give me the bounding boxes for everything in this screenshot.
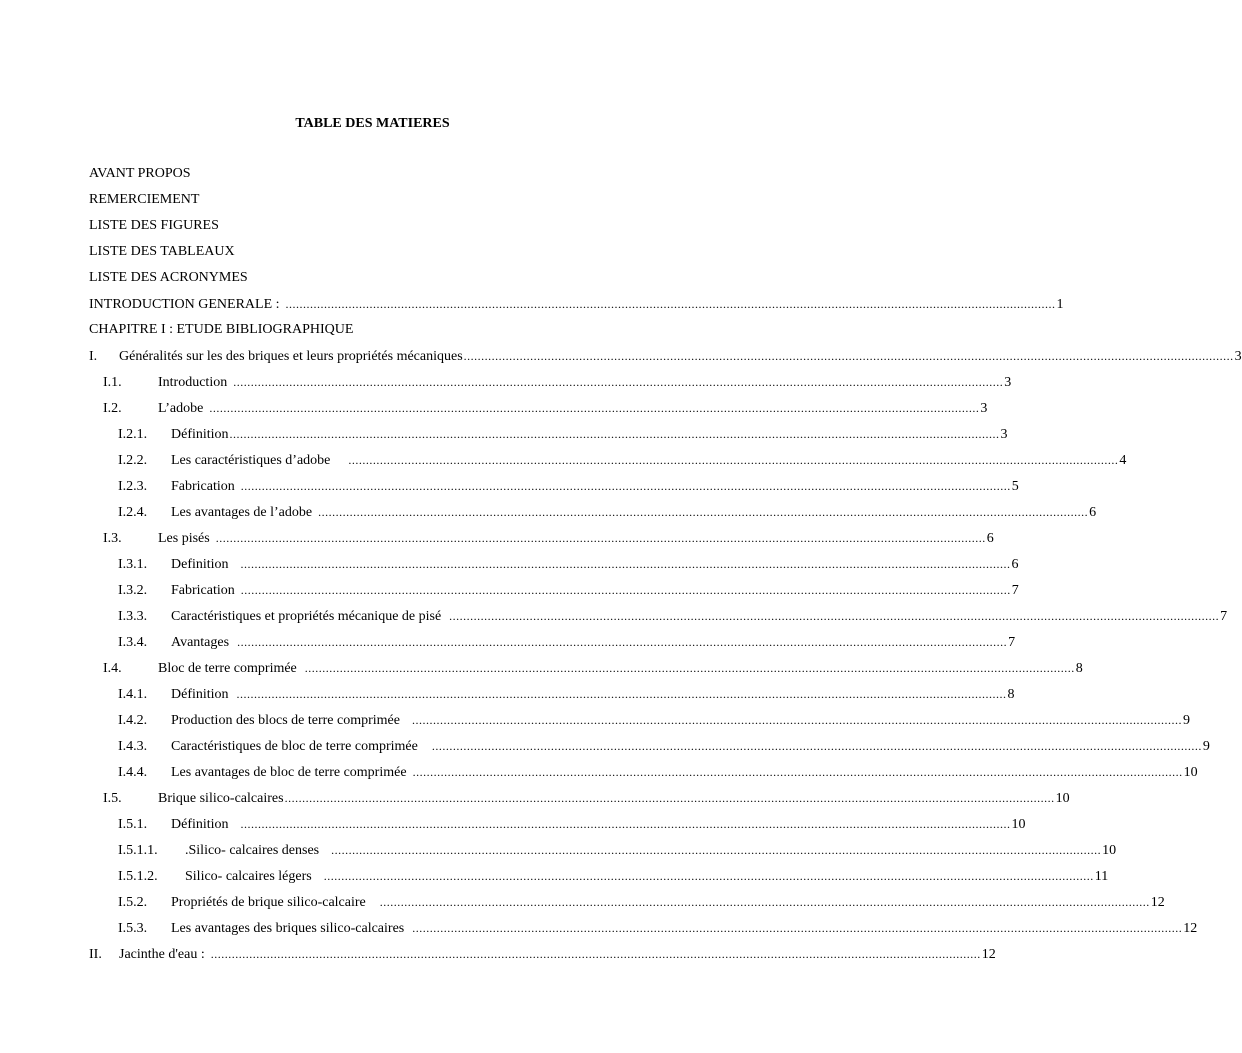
toc-entry-text: Production des blocs de terre comprimée <box>171 713 400 728</box>
toc-page-number: 10 <box>1183 765 1198 780</box>
dot-leader: ............................................................................................................................................................................................................................ <box>240 817 1011 831</box>
toc-entry <box>89 684 1015 710</box>
toc-entry-text: Généralités sur les des briques et leurs propriétés mécaniques <box>119 349 463 364</box>
toc-page-number: 10 <box>1011 817 1026 832</box>
toc-entry <box>89 476 1019 502</box>
toc-entry <box>89 580 1019 606</box>
toc-entry-text: AVANT PROPOS <box>89 166 191 181</box>
toc-page-number: 6 <box>1089 505 1097 520</box>
dot-leader: ............................................................................................................................................................................................................................ <box>284 791 1055 805</box>
dot-leader: ............................................................................................................................................................................................................................ <box>240 479 1011 493</box>
toc-entry <box>89 190 655 216</box>
toc-page-number: 6 <box>986 531 994 546</box>
dot-leader: ............................................................................................................................................................................................................................ <box>449 609 1220 623</box>
toc-entry-text: Fabrication <box>171 479 235 494</box>
toc-page-number: 7 <box>1008 635 1016 650</box>
toc-entry <box>89 346 1242 372</box>
toc-page-number: 11 <box>1094 869 1109 884</box>
toc-entry-text: Jacinthe d'eau : <box>119 947 205 962</box>
toc-page-number: 4 <box>1119 453 1127 468</box>
toc-entry <box>89 866 1109 892</box>
toc-entry <box>89 164 655 190</box>
toc-entry <box>89 814 1026 840</box>
toc-entry <box>89 528 994 554</box>
toc-entry-number: II. <box>89 947 102 962</box>
toc-entry-text: Définition <box>171 687 229 702</box>
toc-page-number: 7 <box>1011 583 1019 598</box>
dot-leader: ............................................................................................................................................................................................................................ <box>236 687 1007 701</box>
toc-entry-number: I.4.1. <box>118 687 148 702</box>
dot-leader: ............................................................................................................................................................................................................................ <box>431 739 1202 753</box>
toc-entry-text: Les pisés <box>158 531 210 546</box>
toc-entry-number: I. <box>89 349 98 364</box>
toc-entry-number: I.2.1. <box>118 427 148 442</box>
toc-page-number: 3 <box>980 401 988 416</box>
dot-leader: ............................................................................................................................................................................................................................ <box>240 557 1011 571</box>
toc-entry-text: Avantages <box>171 635 230 650</box>
toc-entry-text: L’adobe <box>158 401 204 416</box>
toc-entry <box>89 944 996 970</box>
toc-entry-number: I.5.2. <box>118 895 148 910</box>
toc-entry <box>89 632 1016 658</box>
toc-entry <box>89 788 1070 814</box>
dot-leader: ............................................................................................................................................................................................................................ <box>240 583 1011 597</box>
dot-leader: ............................................................................................................................................................................................................................ <box>412 765 1183 779</box>
toc-entry-text: Les avantages de l’adobe <box>171 505 313 520</box>
toc-entry <box>89 450 1127 476</box>
toc-entry-number: I.3.4. <box>118 635 148 650</box>
toc-page-number: 9 <box>1182 713 1190 728</box>
dot-leader: ............................................................................................................................................................................................................................ <box>237 635 1008 649</box>
toc-page-number: 3 <box>1004 375 1012 390</box>
toc-entry-text: LISTE DES TABLEAUX <box>89 244 235 259</box>
dot-leader: ............................................................................................................................................................................................................................ <box>233 375 1004 389</box>
toc-entry-text: Définition <box>171 427 229 442</box>
dot-leader: ............................................................................................................................................................................................................................ <box>412 921 1183 935</box>
toc-entry-number: I.5. <box>103 791 122 806</box>
toc-entry-text: Les caractéristiques d’adobe <box>171 453 331 468</box>
toc-page-number: 3 <box>1000 427 1008 442</box>
dot-leader: ............................................................................................................................................................................................................................ <box>318 505 1089 519</box>
toc-entry-number: I.5.1.1. <box>118 843 158 858</box>
page-title: TABLE DES MATIERES <box>295 116 450 131</box>
toc-page-number: 1 <box>1056 297 1064 312</box>
toc-entry-number: I.5.1. <box>118 817 148 832</box>
toc-entry-text: REMERCIEMENT <box>89 192 200 207</box>
toc-entry-text: Propriétés de brique silico-calcaire <box>171 895 366 910</box>
toc-entry <box>89 918 1198 944</box>
toc-entry <box>89 216 655 242</box>
dot-leader: ............................................................................................................................................................................................................................ <box>304 661 1075 675</box>
dot-leader: ............................................................................................................................................................................................................................ <box>209 401 980 415</box>
toc-entry <box>89 294 1064 320</box>
toc-entry <box>89 710 1190 736</box>
dot-leader: ............................................................................................................................................................................................................................ <box>323 869 1094 883</box>
dot-leader: ............................................................................................................................................................................................................................ <box>331 843 1102 857</box>
toc-entry-number: I.3.2. <box>118 583 148 598</box>
dot-leader: ............................................................................................................................................................................................................................ <box>229 427 1000 441</box>
toc-entry-text: Définition <box>171 817 229 832</box>
toc-entry-number: I.4.2. <box>118 713 148 728</box>
dot-leader: ............................................................................................................................................................................................................................ <box>463 349 1234 363</box>
toc-entry <box>89 554 1019 580</box>
toc-entry <box>89 658 1083 684</box>
toc-entry-number: I.2.4. <box>118 505 148 520</box>
dot-leader: ............................................................................................................................................................................................................................ <box>348 453 1119 467</box>
toc-page-number: 12 <box>1183 921 1198 936</box>
toc-entry-text: Silico- calcaires légers <box>185 869 312 884</box>
toc-entry-text: Brique silico-calcaires <box>158 791 284 806</box>
toc-entry-text: Fabrication <box>171 583 235 598</box>
toc-page-number: 8 <box>1007 687 1015 702</box>
toc-entry-text: Caractéristiques et propriétés mécanique de pisé <box>171 609 442 624</box>
dot-leader: ............................................................................................................................................................................................................................ <box>411 713 1182 727</box>
toc-entry <box>89 398 988 424</box>
toc-page-number: 12 <box>981 947 996 962</box>
toc-entry-text: LISTE DES ACRONYMES <box>89 270 248 285</box>
toc-entry-text: Introduction <box>158 375 228 390</box>
toc-page-number: 5 <box>1011 479 1019 494</box>
toc-entry-text: Les avantages des briques silico-calcaires <box>171 921 405 936</box>
toc-page-number: 10 <box>1055 791 1070 806</box>
toc-entry-text: Definition <box>171 557 229 572</box>
toc-entry <box>89 242 655 268</box>
toc-page-number: 7 <box>1220 609 1228 624</box>
dot-leader: ............................................................................................................................................................................................................................ <box>210 947 981 961</box>
toc-entry-text: LISTE DES FIGURES <box>89 218 219 233</box>
toc-entry-text: Bloc de terre comprimée <box>158 661 297 676</box>
toc-entry <box>89 320 655 346</box>
toc-entry <box>89 372 1012 398</box>
toc-entry-text: INTRODUCTION GENERALE : <box>89 297 280 312</box>
toc-entry-number: I.4. <box>103 661 122 676</box>
toc-entry-number: I.2.2. <box>118 453 148 468</box>
toc-entry <box>89 424 1008 450</box>
toc-page-number: 12 <box>1150 895 1165 910</box>
table-of-contents <box>89 164 1242 970</box>
toc-entry <box>89 502 1097 528</box>
toc-entry-number: I.2. <box>103 401 122 416</box>
toc-entry-number: I.3. <box>103 531 122 546</box>
dot-leader: ............................................................................................................................................................................................................................ <box>379 895 1150 909</box>
toc-entry-number: I.5.3. <box>118 921 148 936</box>
toc-entry <box>89 606 1228 632</box>
toc-entry-text: .Silico- calcaires denses <box>185 843 320 858</box>
toc-page-number: 10 <box>1102 843 1117 858</box>
toc-entry-text: CHAPITRE I : ETUDE BIBLIOGRAPHIQUE <box>89 322 354 337</box>
toc-page-number: 6 <box>1011 557 1019 572</box>
toc-entry-number: I.5.1.2. <box>118 869 158 884</box>
toc-entry-number: I.4.3. <box>118 739 148 754</box>
toc-entry-number: I.4.4. <box>118 765 148 780</box>
toc-entry <box>89 736 1210 762</box>
toc-page-number: 3 <box>1234 349 1242 364</box>
toc-entry <box>89 762 1198 788</box>
toc-entry-text: Caractéristiques de bloc de terre comprimée <box>171 739 418 754</box>
toc-entry-number: I.3.1. <box>118 557 148 572</box>
toc-entry-text: Les avantages de bloc de terre comprimée <box>171 765 407 780</box>
toc-page-number: 9 <box>1202 739 1210 754</box>
toc-entry-number: I.3.3. <box>118 609 148 624</box>
toc-entry <box>89 840 1117 866</box>
toc-entry <box>89 892 1165 918</box>
toc-entry <box>89 268 655 294</box>
dot-leader: ............................................................................................................................................................................................................................ <box>215 531 986 545</box>
dot-leader: ............................................................................................................................................................................................................................ <box>285 297 1056 311</box>
toc-page-number: 8 <box>1075 661 1083 676</box>
toc-entry-number: I.1. <box>103 375 122 390</box>
toc-entry-number: I.2.3. <box>118 479 148 494</box>
